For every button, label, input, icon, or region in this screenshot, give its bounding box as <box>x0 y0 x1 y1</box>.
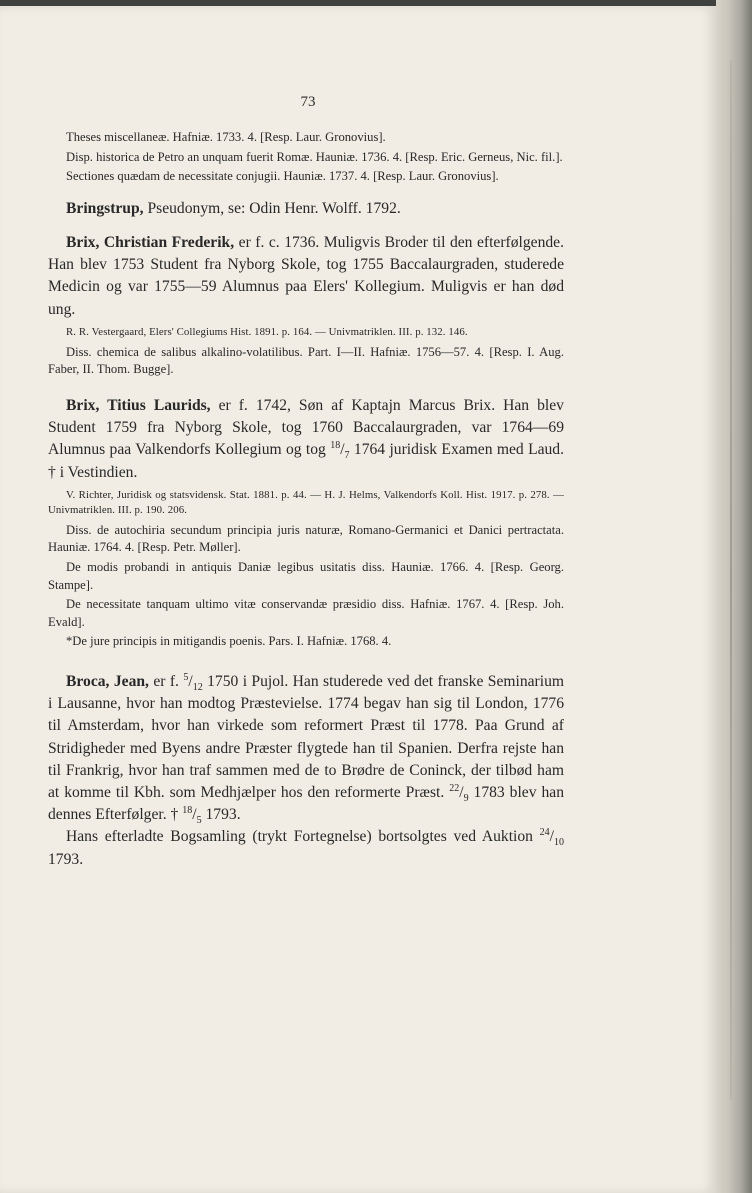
entry-text: 1793. <box>48 850 84 868</box>
entry-text: Hans efterladte Bogsamling (trykt Fortegnelse) bortsolgtes ved Auktion <box>66 828 533 846</box>
date-den: 9 <box>463 793 469 805</box>
page-body <box>48 129 564 871</box>
work-citation: De necessitate tanquam ultimo vitæ conservandæ præsidio diss. Hafniæ. 1767. 4. [Resp. Joh. Evald]. <box>48 597 564 629</box>
date-num: 5 <box>183 671 189 683</box>
entry-bringstrup <box>48 198 564 220</box>
book-page <box>0 6 716 1193</box>
entry-text: 1750 i Pujol. Han studerede ved det franske Seminarium i Lausanne, hvor han modtog Præstevielse. 1774 begav han sig til London, 1776 til Amsterdam, hvor han virkede som reformert Præst til 1778. Paa Grund af Stridigheder med Byens andre Præster flygtede han til Spanien. Derfra rejste han til Frankrig, hvor han traf sammen med de to Brødre de Coninck, der tilbød ham at komme til Kbh. som Medhjælper hos den reformerte Præst. <box>48 672 565 801</box>
date-num: 22 <box>449 782 460 794</box>
page-fold <box>730 60 732 1100</box>
entry-name: Bringstrup, <box>66 199 144 217</box>
entry-text: 1783 blev han dennes Efterfølger. † <box>48 783 564 824</box>
entry-text: 1793. <box>205 806 241 824</box>
work-citation: De modis probandi in antiquis Daniæ legibus usitatis diss. Hauniæ. 1766. 4. [Resp. Georg. Stampe]. <box>48 559 564 592</box>
date-den: 10 <box>554 837 564 849</box>
entry-broca: Broca, Jean, er f. $^5/_{12}$ 1750 i Pujol. Han studerede ved det franske Seminarium i Lausanne, hvor han modtog Præstevielse. 1774 begav han sig til London, 1776 til Amsterdam, hvor han virkede som reformert Præst til 1778. Paa Grund af Stridigheder med Byens andre Præster flygtede han til Spanien. Derfra rejste han til Frankrig, hvor han traf sammen med de to Brødre de Coninck, der tilbød ham at komme til Kbh. som Medhjælper hos den reformerte Præst. $^{22}/_9$ 1783 blev han dennes Efterfølger. † $^{18}/_5$ 1793. <box>48 671 565 827</box>
date-num: 18 <box>330 440 341 452</box>
entry-text: er f. c. 1736. Muligvis Broder til den efterfølgende. Han blev 1753 Student fra Nyborg Skole, tog 1755 Baccalaurgraden, studerede Medicin og var 1755—59 Alumnus paa Elers' Kollegium. Muligvis er han død ung. <box>48 233 565 318</box>
work-citation: Theses miscellaneæ. Hafniæ. 1733. 4. [Resp. Laur. Gronovius]. <box>66 130 386 144</box>
date-num: 18 <box>182 804 193 816</box>
entry-text: Pseudonym, se: Odin Henr. Wolff. 1792. <box>147 199 401 217</box>
entry-brix-christian <box>48 232 564 321</box>
date-num: 24 <box>539 827 550 839</box>
entry-text: er f. <box>153 672 179 690</box>
work-citation: Diss. de autochiria secundum principia juris naturæ, Romano-Germanici et Danici pertractata. Hauniæ. 1764. 4. [Resp. Petr. Møller]. <box>48 522 564 555</box>
entry-text: 1764 juridisk Examen med Laud. † i Vestindien. <box>48 441 565 481</box>
entry-brix-titius: Brix, Titius Laurids, er f. 1742, Søn af Kaptajn Marcus Brix. Han blev Student 1759 fra Nyborg Skole, tog 1760 Baccalaurgraden, var 1764—69 Alumnus paa Valkendorfs Kollegium og tog $^{18}/_7$ 1764 juridisk Examen med Laud. † i Vestindien. <box>48 396 565 481</box>
date-den: 12 <box>192 682 203 694</box>
reference-line: R. R. Vestergaard, Elers' Collegiums Hist. 1891. p. 164. — Univmatriklen. III. p. 132. 146. <box>66 325 468 338</box>
work-citation: Disp. historica de Petro an unquam fuerit Romæ. Hauniæ. 1736. 4. [Resp. Eric. Gerneus, Nic. fil.]. <box>66 149 563 164</box>
date-den: 5 <box>196 815 202 827</box>
entry-name: Brix, Christian Frederik, <box>66 233 235 251</box>
page-number: 73 <box>300 94 316 110</box>
entry-text: er f. 1742, Søn af Kaptajn Marcus Brix. Han blev Student 1759 fra Nyborg Skole, tog 1760 Baccalaurgraden, var 1764—69 Alumnus paa Valkendorfs Kollegium og tog <box>48 396 564 459</box>
work-citation: *De jure principis in mitigandis poenis. Pars. I. Hafniæ. 1768. 4. <box>66 634 392 649</box>
date-den: 7 <box>344 450 350 462</box>
work-citation: Sectiones quædam de necessitate conjugii. Hauniæ. 1737. 4. [Resp. Laur. Gronovius]. <box>66 169 499 184</box>
page-edge <box>716 0 752 1193</box>
work-citation: Diss. chemica de salibus alkalino-volatilibus. Part. I—II. Hafniæ. 1756—57. 4. [Resp. I. Aug. Faber, II. Thom. Bugge]. <box>48 344 564 377</box>
entry-name: Broca, Jean, <box>66 672 149 690</box>
entry-broca-continued: Hans efterladte Bogsamling (trykt Fortegnelse) bortsolgtes ved Auktion $^{24}/_{10}$ 1793. <box>48 827 564 868</box>
entry-name: Brix, Titius Laurids, <box>66 396 211 414</box>
reference-line: V. Richter, Juridisk og statsvidensk. Stat. 1881. p. 44. — H. J. Helms, Valkendorfs Koll. Hist. 1917. p. 278. — Univmatriklen. III. p. 190. 206. <box>48 488 564 516</box>
